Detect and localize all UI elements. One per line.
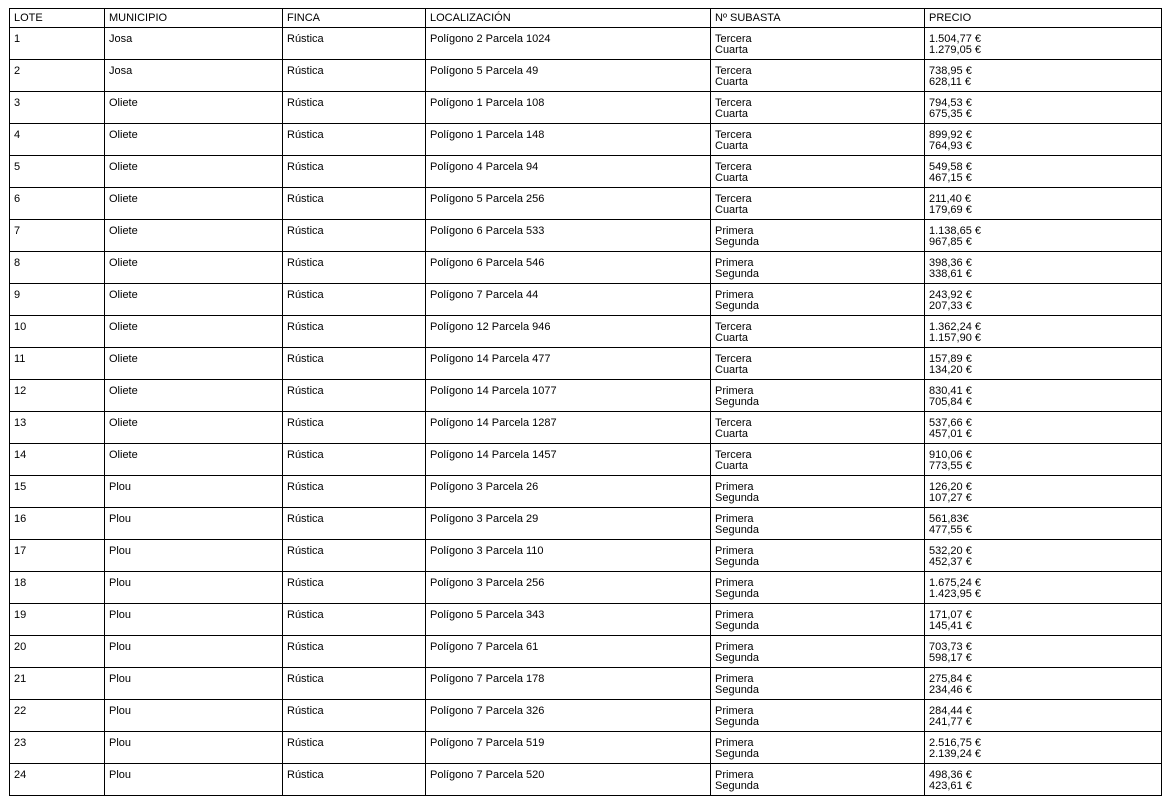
precio-line: 107,27 € [929, 492, 972, 504]
subasta-line: Primera [715, 545, 754, 557]
precio-line: 179,69 € [929, 204, 972, 216]
subasta-line: Segunda [715, 268, 760, 280]
precio-cell [925, 540, 1162, 572]
header-lote: LOTE [10, 9, 105, 28]
header-precio: PRECIO [925, 9, 1162, 28]
localizacion-cell: Polígono 7 Parcela 61 [426, 636, 711, 668]
municipio-cell: Plou [105, 732, 283, 764]
precio-line: 773,55 € [929, 460, 972, 472]
subasta-cell [711, 636, 925, 668]
finca-cell: Rústica [283, 92, 426, 124]
lote-cell: 4 [10, 124, 105, 156]
finca-cell: Rústica [283, 636, 426, 668]
precio-line: 211,40 € [929, 193, 972, 205]
subasta-cell [711, 700, 925, 732]
table-row [10, 220, 1162, 252]
table-row [10, 28, 1162, 60]
localizacion-cell: Polígono 4 Parcela 94 [426, 156, 711, 188]
precio-cell [925, 732, 1162, 764]
municipio-cell: Plou [105, 572, 283, 604]
subasta-line: Segunda [715, 652, 760, 664]
subasta-line: Segunda [715, 684, 760, 696]
precio-line: 1.675,24 € [929, 577, 981, 589]
subasta-line: Segunda [715, 620, 760, 632]
subasta-line: Cuarta [715, 460, 749, 472]
subasta-line: Segunda [715, 396, 760, 408]
municipio-cell: Oliete [105, 348, 283, 380]
localizacion-cell: Polígono 7 Parcela 44 [426, 284, 711, 316]
subasta-cell [711, 412, 925, 444]
table-row [10, 668, 1162, 700]
localizacion-cell: Polígono 3 Parcela 29 [426, 508, 711, 540]
lote-cell: 3 [10, 92, 105, 124]
lote-cell: 10 [10, 316, 105, 348]
localizacion-cell: Polígono 14 Parcela 1077 [426, 380, 711, 412]
precio-line: 498,36 € [929, 769, 972, 781]
subasta-line: Segunda [715, 556, 760, 568]
auction-lots-table [9, 8, 1162, 796]
lote-cell: 2 [10, 60, 105, 92]
subasta-line: Tercera [715, 417, 752, 429]
lote-cell: 5 [10, 156, 105, 188]
precio-cell [925, 316, 1162, 348]
subasta-cell [711, 508, 925, 540]
precio-line: 703,73 € [929, 641, 972, 653]
localizacion-cell: Polígono 6 Parcela 533 [426, 220, 711, 252]
localizacion-cell: Polígono 6 Parcela 546 [426, 252, 711, 284]
precio-line: 171,07 € [929, 609, 972, 621]
finca-cell: Rústica [283, 764, 426, 796]
subasta-line: Cuarta [715, 76, 749, 88]
table-row [10, 732, 1162, 764]
lote-cell: 23 [10, 732, 105, 764]
precio-line: 423,61 € [929, 780, 972, 792]
subasta-cell [711, 188, 925, 220]
subasta-line: Tercera [715, 161, 752, 173]
precio-cell [925, 92, 1162, 124]
precio-cell [925, 220, 1162, 252]
precio-line: 477,55 € [929, 524, 972, 536]
finca-cell: Rústica [283, 700, 426, 732]
precio-line: 134,20 € [929, 364, 972, 376]
precio-line: 1.138,65 € [929, 225, 981, 237]
subasta-cell [711, 540, 925, 572]
subasta-line: Tercera [715, 193, 752, 205]
municipio-cell: Oliete [105, 92, 283, 124]
table-row [10, 316, 1162, 348]
finca-cell: Rústica [283, 572, 426, 604]
subasta-cell [711, 444, 925, 476]
subasta-line: Tercera [715, 33, 752, 45]
municipio-cell: Plou [105, 476, 283, 508]
precio-line: 675,35 € [929, 108, 972, 120]
subasta-line: Segunda [715, 300, 760, 312]
precio-line: 537,66 € [929, 417, 972, 429]
subasta-cell [711, 348, 925, 380]
precio-line: 157,89 € [929, 353, 972, 365]
table-row [10, 124, 1162, 156]
finca-cell: Rústica [283, 188, 426, 220]
lote-cell: 11 [10, 348, 105, 380]
precio-line: 1.157,90 € [929, 332, 981, 344]
lote-cell: 15 [10, 476, 105, 508]
finca-cell: Rústica [283, 348, 426, 380]
subasta-cell [711, 476, 925, 508]
finca-cell: Rústica [283, 316, 426, 348]
lote-cell: 24 [10, 764, 105, 796]
localizacion-cell: Polígono 7 Parcela 178 [426, 668, 711, 700]
localizacion-cell: Polígono 12 Parcela 946 [426, 316, 711, 348]
precio-line: 145,41 € [929, 620, 972, 632]
subasta-cell [711, 380, 925, 412]
localizacion-cell: Polígono 1 Parcela 108 [426, 92, 711, 124]
precio-cell [925, 508, 1162, 540]
municipio-cell: Plou [105, 508, 283, 540]
table-row [10, 252, 1162, 284]
localizacion-cell: Polígono 7 Parcela 520 [426, 764, 711, 796]
subasta-line: Cuarta [715, 428, 749, 440]
precio-line: 338,61 € [929, 268, 972, 280]
subasta-line: Primera [715, 257, 754, 269]
subasta-line: Primera [715, 769, 754, 781]
subasta-line: Tercera [715, 65, 752, 77]
precio-line: 2.139,24 € [929, 748, 981, 760]
header-finca: FINCA [283, 9, 426, 28]
subasta-line: Tercera [715, 97, 752, 109]
finca-cell: Rústica [283, 668, 426, 700]
lote-cell: 6 [10, 188, 105, 220]
lote-cell: 22 [10, 700, 105, 732]
localizacion-cell: Polígono 5 Parcela 256 [426, 188, 711, 220]
subasta-line: Primera [715, 225, 754, 237]
precio-line: 549,58 € [929, 161, 972, 173]
lote-cell: 1 [10, 28, 105, 60]
municipio-cell: Oliete [105, 284, 283, 316]
precio-line: 1.423,95 € [929, 588, 981, 600]
subasta-cell [711, 572, 925, 604]
table-row [10, 348, 1162, 380]
subasta-line: Cuarta [715, 172, 749, 184]
finca-cell: Rústica [283, 220, 426, 252]
finca-cell: Rústica [283, 28, 426, 60]
precio-line: 452,37 € [929, 556, 972, 568]
subasta-cell [711, 28, 925, 60]
header-municipio: MUNICIPIO [105, 9, 283, 28]
subasta-line: Cuarta [715, 140, 749, 152]
lote-cell: 14 [10, 444, 105, 476]
finca-cell: Rústica [283, 252, 426, 284]
table-row [10, 540, 1162, 572]
table-row [10, 380, 1162, 412]
lote-cell: 12 [10, 380, 105, 412]
subasta-line: Primera [715, 705, 754, 717]
subasta-line: Tercera [715, 321, 752, 333]
precio-line: 398,36 € [929, 257, 972, 269]
finca-cell: Rústica [283, 412, 426, 444]
precio-cell [925, 700, 1162, 732]
localizacion-cell: Polígono 3 Parcela 256 [426, 572, 711, 604]
municipio-cell: Plou [105, 764, 283, 796]
subasta-line: Primera [715, 577, 754, 589]
subasta-line: Cuarta [715, 108, 749, 120]
subasta-line: Segunda [715, 492, 760, 504]
localizacion-cell: Polígono 14 Parcela 1457 [426, 444, 711, 476]
table-row [10, 604, 1162, 636]
subasta-line: Primera [715, 609, 754, 621]
subasta-line: Segunda [715, 716, 760, 728]
municipio-cell: Oliete [105, 444, 283, 476]
precio-line: 830,41 € [929, 385, 972, 397]
subasta-line: Cuarta [715, 44, 749, 56]
table-row [10, 156, 1162, 188]
table-row [10, 572, 1162, 604]
lote-cell: 17 [10, 540, 105, 572]
localizacion-cell: Polígono 3 Parcela 110 [426, 540, 711, 572]
precio-cell [925, 668, 1162, 700]
localizacion-cell: Polígono 7 Parcela 519 [426, 732, 711, 764]
header-subasta: Nº SUBASTA [711, 9, 925, 28]
localizacion-cell: Polígono 1 Parcela 148 [426, 124, 711, 156]
precio-line: 598,17 € [929, 652, 972, 664]
finca-cell: Rústica [283, 156, 426, 188]
lote-cell: 20 [10, 636, 105, 668]
subasta-line: Segunda [715, 236, 760, 248]
precio-line: 457,01 € [929, 428, 972, 440]
precio-line: 126,20 € [929, 481, 972, 493]
municipio-cell: Josa [105, 60, 283, 92]
subasta-line: Segunda [715, 748, 760, 760]
subasta-line: Primera [715, 673, 754, 685]
precio-cell [925, 28, 1162, 60]
table-header [10, 9, 1162, 28]
subasta-cell [711, 156, 925, 188]
finca-cell: Rústica [283, 60, 426, 92]
finca-cell: Rústica [283, 380, 426, 412]
precio-line: 705,84 € [929, 396, 972, 408]
municipio-cell: Oliete [105, 380, 283, 412]
lote-cell: 21 [10, 668, 105, 700]
precio-line: 243,92 € [929, 289, 972, 301]
municipio-cell: Oliete [105, 124, 283, 156]
table-row [10, 284, 1162, 316]
table-row [10, 444, 1162, 476]
subasta-cell [711, 284, 925, 316]
lote-cell: 9 [10, 284, 105, 316]
subasta-cell [711, 92, 925, 124]
lote-cell: 13 [10, 412, 105, 444]
precio-cell [925, 348, 1162, 380]
localizacion-cell: Polígono 14 Parcela 1287 [426, 412, 711, 444]
lote-cell: 18 [10, 572, 105, 604]
subasta-cell [711, 252, 925, 284]
finca-cell: Rústica [283, 284, 426, 316]
precio-line: 561,83€ [929, 513, 969, 525]
municipio-cell: Oliete [105, 188, 283, 220]
subasta-line: Primera [715, 641, 754, 653]
subasta-cell [711, 732, 925, 764]
subasta-line: Cuarta [715, 332, 749, 344]
precio-cell [925, 476, 1162, 508]
precio-line: 2.516,75 € [929, 737, 981, 749]
table-row [10, 60, 1162, 92]
lote-cell: 19 [10, 604, 105, 636]
table-row [10, 476, 1162, 508]
precio-line: 1.279,05 € [929, 44, 981, 56]
header-row [10, 9, 1162, 28]
precio-line: 628,11 € [929, 76, 972, 88]
precio-cell [925, 124, 1162, 156]
subasta-line: Primera [715, 737, 754, 749]
municipio-cell: Josa [105, 28, 283, 60]
precio-cell [925, 412, 1162, 444]
municipio-cell: Oliete [105, 156, 283, 188]
table-row [10, 92, 1162, 124]
subasta-line: Primera [715, 481, 754, 493]
localizacion-cell: Polígono 14 Parcela 477 [426, 348, 711, 380]
precio-cell [925, 380, 1162, 412]
subasta-line: Segunda [715, 780, 760, 792]
subasta-cell [711, 764, 925, 796]
subasta-line: Tercera [715, 129, 752, 141]
municipio-cell: Plou [105, 540, 283, 572]
subasta-cell [711, 604, 925, 636]
finca-cell: Rústica [283, 732, 426, 764]
localizacion-cell: Polígono 7 Parcela 326 [426, 700, 711, 732]
localizacion-cell: Polígono 2 Parcela 1024 [426, 28, 711, 60]
localizacion-cell: Polígono 5 Parcela 343 [426, 604, 711, 636]
municipio-cell: Oliete [105, 220, 283, 252]
subasta-cell [711, 220, 925, 252]
precio-line: 234,46 € [929, 684, 972, 696]
precio-line: 467,15 € [929, 172, 972, 184]
precio-line: 764,93 € [929, 140, 972, 152]
finca-cell: Rústica [283, 476, 426, 508]
finca-cell: Rústica [283, 540, 426, 572]
precio-line: 1.504,77 € [929, 33, 981, 45]
municipio-cell: Plou [105, 700, 283, 732]
precio-cell [925, 252, 1162, 284]
subasta-cell [711, 668, 925, 700]
table-row [10, 188, 1162, 220]
table-row [10, 700, 1162, 732]
localizacion-cell: Polígono 5 Parcela 49 [426, 60, 711, 92]
finca-cell: Rústica [283, 124, 426, 156]
subasta-line: Segunda [715, 524, 760, 536]
precio-line: 967,85 € [929, 236, 972, 248]
precio-cell [925, 604, 1162, 636]
lote-cell: 7 [10, 220, 105, 252]
precio-cell [925, 60, 1162, 92]
municipio-cell: Plou [105, 668, 283, 700]
subasta-line: Tercera [715, 449, 752, 461]
header-localizacion: LOCALIZACIÓN [426, 9, 711, 28]
subasta-line: Cuarta [715, 364, 749, 376]
lote-cell: 16 [10, 508, 105, 540]
precio-line: 1.362,24 € [929, 321, 981, 333]
municipio-cell: Oliete [105, 252, 283, 284]
subasta-line: Primera [715, 513, 754, 525]
lote-cell: 8 [10, 252, 105, 284]
subasta-cell [711, 124, 925, 156]
municipio-cell: Plou [105, 604, 283, 636]
finca-cell: Rústica [283, 444, 426, 476]
precio-cell [925, 284, 1162, 316]
table-body [10, 28, 1162, 796]
precio-cell [925, 636, 1162, 668]
subasta-line: Primera [715, 385, 754, 397]
subasta-cell [711, 316, 925, 348]
precio-line: 532,20 € [929, 545, 972, 557]
subasta-cell [711, 60, 925, 92]
precio-line: 284,44 € [929, 705, 972, 717]
municipio-cell: Oliete [105, 316, 283, 348]
table-row [10, 508, 1162, 540]
precio-cell [925, 156, 1162, 188]
precio-line: 899,92 € [929, 129, 972, 141]
precio-cell [925, 572, 1162, 604]
subasta-line: Segunda [715, 588, 760, 600]
finca-cell: Rústica [283, 604, 426, 636]
finca-cell: Rústica [283, 508, 426, 540]
table-row [10, 764, 1162, 796]
precio-line: 241,77 € [929, 716, 972, 728]
precio-cell [925, 444, 1162, 476]
subasta-line: Cuarta [715, 204, 749, 216]
table-row [10, 412, 1162, 444]
precio-cell [925, 188, 1162, 220]
precio-line: 207,33 € [929, 300, 972, 312]
municipio-cell: Plou [105, 636, 283, 668]
precio-cell [925, 764, 1162, 796]
municipio-cell: Oliete [105, 412, 283, 444]
localizacion-cell: Polígono 3 Parcela 26 [426, 476, 711, 508]
precio-line: 794,53 € [929, 97, 972, 109]
precio-line: 910,06 € [929, 449, 972, 461]
precio-line: 275,84 € [929, 673, 972, 685]
subasta-line: Tercera [715, 353, 752, 365]
precio-line: 738,95 € [929, 65, 972, 77]
subasta-line: Primera [715, 289, 754, 301]
table-row [10, 636, 1162, 668]
